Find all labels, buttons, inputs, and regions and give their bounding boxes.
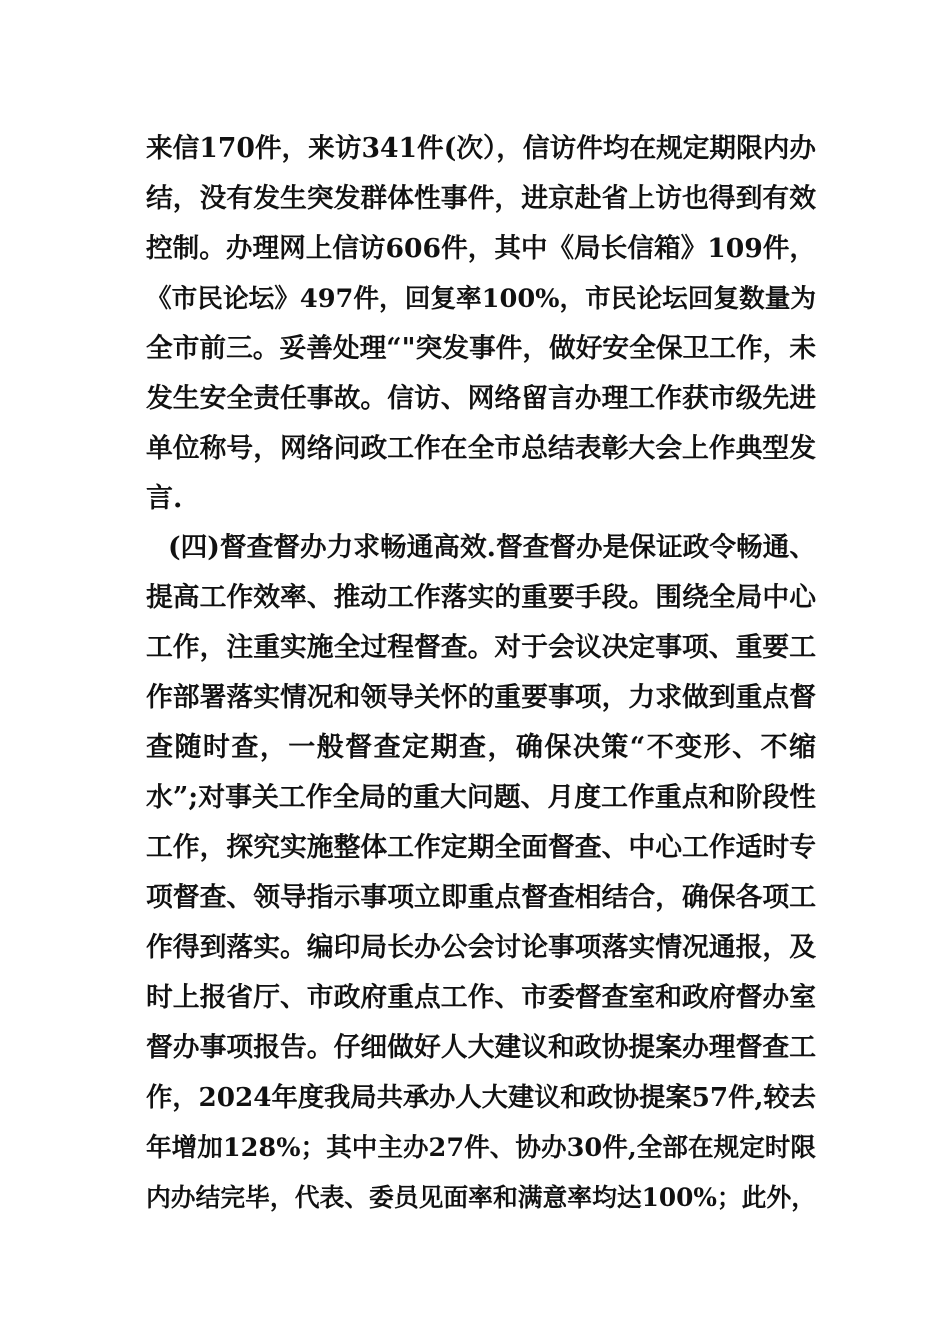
paragraph-heading-line: (四)督查督办力求畅通高效.督查督办是保证政令畅通、 [168,532,816,563]
text-line: 作部署落实情况和领导关怀的重要事项，力求做到重点督 [146,682,816,713]
text-line: 发生安全责任事故。信访、网络留言办理工作获市级先进 [146,383,816,414]
text-line: 内办结完毕，代表、委员见面率和满意率均达100%；此外， [146,1183,816,1212]
text-line: 督办事项报告。仔细做好人大建议和政协提案办理督查工 [146,1032,816,1063]
text-line: 项督查、领导指示事项立即重点督查相结合，确保各项工 [146,882,816,913]
text-line: 年增加128%；其中主办27件、协办30件,全部在规定时限 [146,1133,816,1163]
text-line: 结，没有发生突发群体性事件，进京赴省上访也得到有效 [146,183,816,214]
text-line: 来信170件，来访341件(次），信访件均在规定期限内办 [146,133,816,164]
text-line: 全市前三。妥善处理“"突发事件，做好安全保卫工作，未 [146,333,816,364]
text-line: 时上报省厅、市政府重点工作、市委督查室和政府督办室 [146,982,816,1013]
text-line: 言. [146,483,183,514]
text-line: 提高工作效率、推动工作落实的重要手段。围绕全局中心 [146,582,816,613]
text-line: 工作，注重实施全过程督查。对于会议决定事项、重要工 [146,632,816,663]
text-line: 控制。办理网上信访606件，其中《局长信箱》109件， [146,233,816,264]
text-line: 单位称号，网络问政工作在全市总结表彰大会上作典型发 [146,433,816,464]
text-line: 工作，探究实施整体工作定期全面督查、中心工作适时专 [146,832,816,863]
text-line: 水”;对事关工作全局的重大问题、月度工作重点和阶段性 [146,782,816,813]
text-line: 作，2024年度我局共承办人大建议和政协提案57件,较去 [146,1082,816,1113]
text-line: 《市民论坛》497件，回复率100%，市民论坛回复数量为 [146,284,816,314]
text-line: 作得到落实。编印局长办公会讨论事项落实情况通报，及 [146,932,816,963]
text-line: 查随时查，一般督查定期查，确保决策“不变形、不缩 [146,732,816,763]
